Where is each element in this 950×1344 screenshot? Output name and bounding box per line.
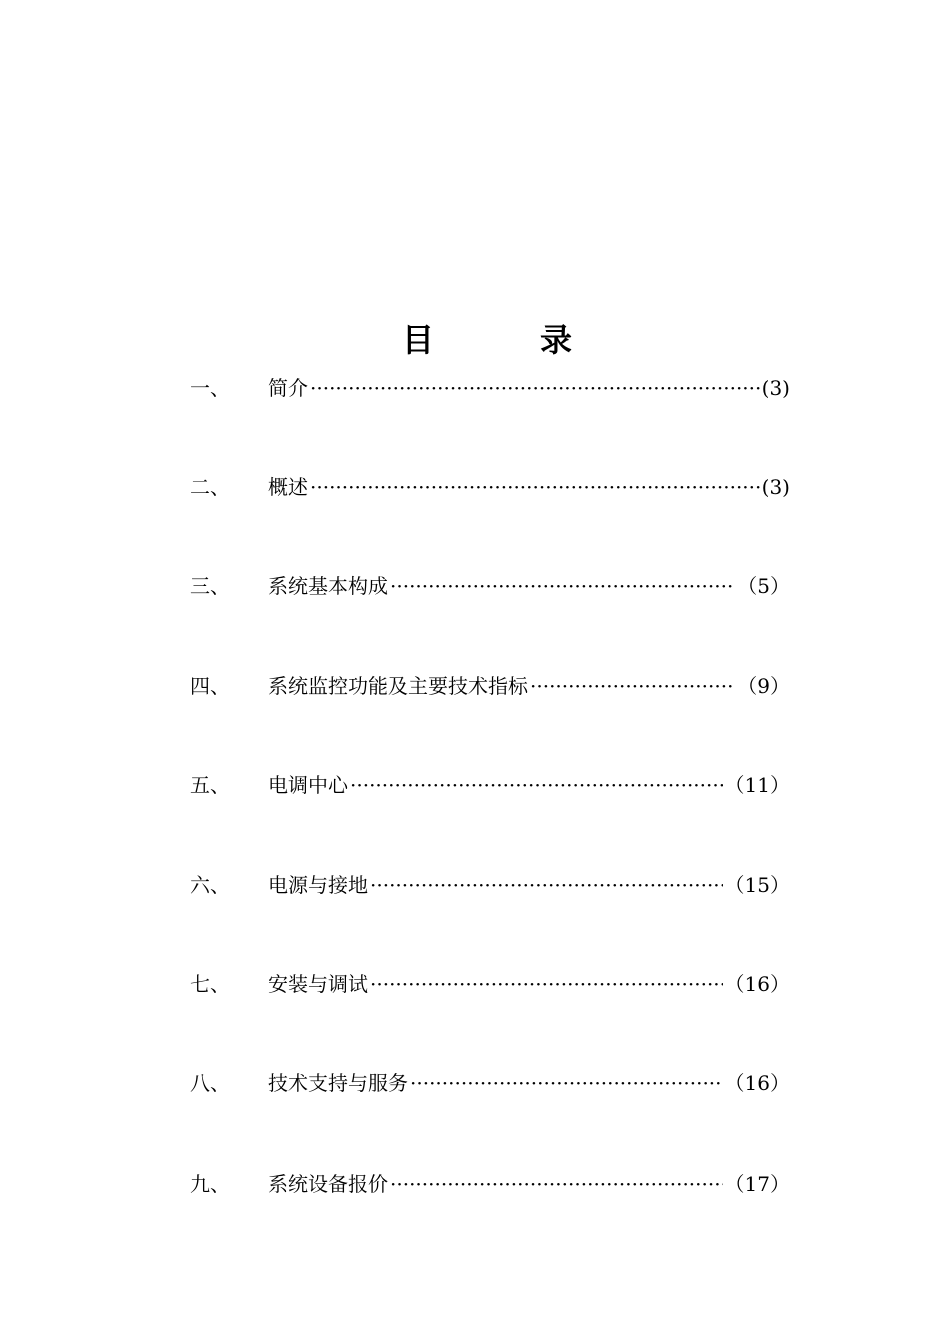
toc-entry-number: 八、 xyxy=(190,1071,230,1095)
toc-dot-leader xyxy=(350,770,723,800)
toc-dot-leader xyxy=(410,1068,723,1098)
toc-entry-page: （16） xyxy=(724,972,790,996)
toc-entry-page: （5） xyxy=(737,574,790,598)
toc-dot-leader xyxy=(370,969,723,999)
toc-dot-leader xyxy=(390,1169,723,1199)
toc-dot-leader xyxy=(530,671,735,701)
toc-entry-page: （11） xyxy=(724,773,790,797)
toc-entry[interactable] xyxy=(190,870,790,900)
toc-dot-leader xyxy=(390,571,735,601)
toc-entry-label: 安装与调试 xyxy=(268,972,368,996)
toc-entry-number: 二、 xyxy=(190,475,230,499)
toc-entry-page: （16） xyxy=(724,1071,790,1095)
toc-entry-number: 五、 xyxy=(190,773,230,797)
toc-entry-label: 简介 xyxy=(268,376,308,400)
toc-entry[interactable] xyxy=(190,671,790,701)
toc-dot-leader xyxy=(310,373,760,403)
toc-entry-page: （9） xyxy=(737,674,790,698)
toc-entry-page: (3) xyxy=(761,376,790,400)
toc-entry[interactable] xyxy=(190,373,790,403)
toc-entry-label: 概述 xyxy=(268,475,308,499)
toc-dot-leader xyxy=(310,472,760,502)
toc-entry-number: 一、 xyxy=(190,376,230,400)
title-char-2: 录 xyxy=(540,321,573,359)
toc-entry-label: 系统监控功能及主要技术指标 xyxy=(268,674,528,698)
toc-entry-number: 九、 xyxy=(190,1172,230,1196)
toc-entry-label: 技术支持与服务 xyxy=(268,1071,408,1095)
toc-entry[interactable] xyxy=(190,770,790,800)
toc-entry-number: 六、 xyxy=(190,873,230,897)
toc-entry-label: 系统设备报价 xyxy=(268,1172,388,1196)
toc-entry-page: （17） xyxy=(724,1172,790,1196)
toc-entry-number: 七、 xyxy=(190,972,230,996)
toc-dot-leader xyxy=(370,870,723,900)
toc-entry-page: （15） xyxy=(724,873,790,897)
toc-entry[interactable] xyxy=(190,1169,790,1199)
toc-entry[interactable] xyxy=(190,472,790,502)
title-char-1: 目 xyxy=(402,321,435,359)
toc-entry[interactable] xyxy=(190,969,790,999)
toc-entry-label: 系统基本构成 xyxy=(268,574,388,598)
toc-entry-number: 三、 xyxy=(190,574,230,598)
toc-entry-label: 电调中心 xyxy=(268,773,348,797)
toc-entry[interactable] xyxy=(190,571,790,601)
toc-entry-page: (3) xyxy=(761,475,790,499)
page-title xyxy=(0,318,950,362)
toc-entry-number: 四、 xyxy=(190,674,230,698)
toc-entry[interactable] xyxy=(190,1068,790,1098)
toc-entry-label: 电源与接地 xyxy=(268,873,368,897)
